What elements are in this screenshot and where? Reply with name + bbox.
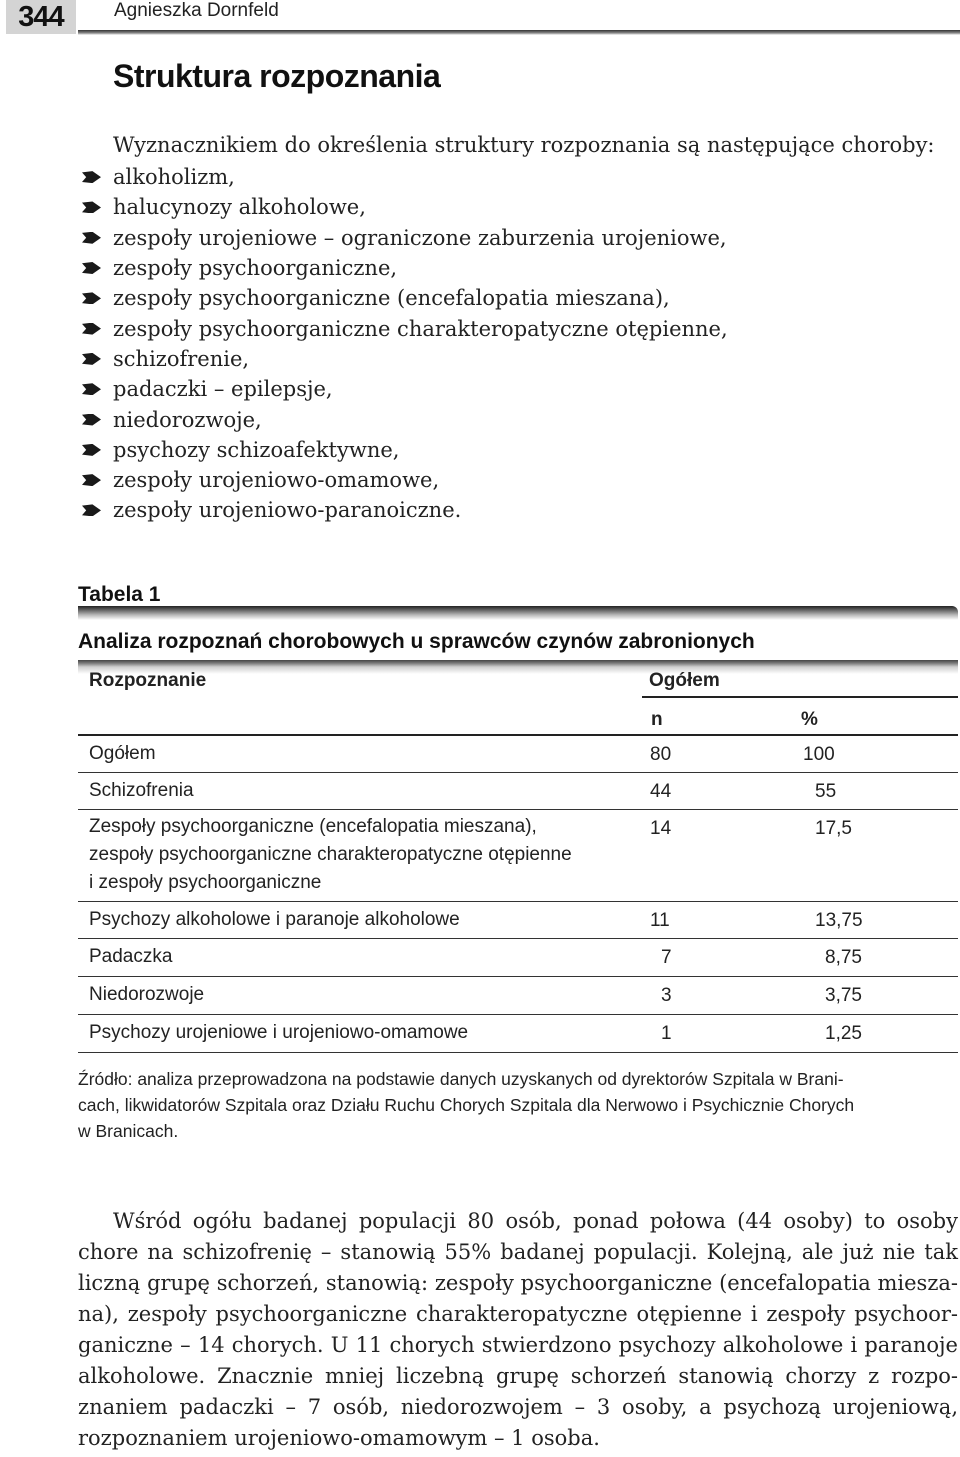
table-label-rule [78, 606, 958, 620]
diagnosis-table [78, 660, 958, 1053]
body-paragraph: Wśród ogółu badanej populacji 80 osób, ponad połowa (44 osoby) to osoby chore na schizofrenię – stanowią 55% badanej populacji. Kolejną, ale już nie tak liczną grupę schorzeń, stanowią: zespoły psychoorganiczne (encefalopatia miesza- na), zespoły psychoorganiczne charakteropatyczne otępienne i zespoły psychoor- ganiczne – 14 chorych. U 11 chorych stwierdzono psychozy alkoholowe i paranoje alkoholowe. Znacznie mniej liczebną grupę schorzeń stanowią chorzy z rozpo- znaniem padaczki – 7 osób, niedorozwojem – 3 osoby, a psychozą urojeniową, rozpoznaniem urojeniowo-omamowym – 1 osoba. [78, 1209, 958, 1450]
list-item: zespoły psychoorganiczne charakteropatyczne otępienne, [82, 313, 728, 343]
table-header-row [78, 660, 958, 698]
section-title: Struktura rozpoznania [113, 58, 441, 94]
cell-diagnosis: Niedorozwoje [89, 984, 205, 1005]
table-row [78, 902, 958, 939]
table-subheader-row [78, 698, 958, 736]
list-item: alkoholizm, [82, 162, 728, 192]
list-item: zespoły urojeniowe – ograniczone zaburzenia urojeniowe, [82, 223, 728, 253]
arrow-bullet-icon [82, 444, 101, 456]
arrow-bullet-icon [82, 383, 101, 395]
list-item: zespoły psychoorganiczne, [82, 253, 728, 283]
list-item: padaczki – epilepsje, [82, 374, 728, 404]
cell-diagnosis: Zespoły psychoorganiczne (encefalopatia mieszana), zespoły psychoorganiczne charakteropatyczne otępienne i zespoły psychoorganiczne [89, 816, 572, 893]
arrow-bullet-icon [82, 171, 101, 183]
cell-n: 44 [650, 781, 672, 802]
cell-percent: 17,5 [815, 818, 852, 839]
list-item: zespoły urojeniowo-paranoiczne. [82, 495, 728, 525]
cell-percent: 13,75 [815, 910, 863, 931]
running-header-author: Agnieszka Dornfeld [114, 0, 279, 21]
list-item: zespoły psychoorganiczne (encefalopatia mieszana), [82, 283, 728, 313]
page-number: 344 [6, 0, 76, 34]
intro-paragraph: Wyznacznikiem do określenia struktury rozpoznania są następujące choroby: [113, 133, 935, 157]
cell-n: 1 [661, 1023, 672, 1044]
arrow-bullet-icon [82, 414, 101, 426]
arrow-bullet-icon [82, 353, 101, 365]
cell-diagnosis: Padaczka [89, 946, 173, 967]
cell-n: 7 [661, 947, 672, 968]
arrow-bullet-icon [82, 474, 101, 486]
list-item: schizofrenie, [82, 344, 728, 374]
column-header-total: Ogółem [649, 670, 720, 691]
arrow-bullet-icon [82, 262, 101, 274]
table-title: Analiza rozpoznań chorobowych u sprawców czynów zabronionych [78, 630, 755, 653]
table-source-note: Źródło: analiza przeprowadzona na podstawie danych uzyskanych od dyrektorów Szpitala w Brani- cach, likwidatorów Szpitala oraz Działu Ruchu Chorych Szpitala dla Nerwowo i Psychicznie Chorych w Branicach. [78, 1069, 855, 1141]
cell-diagnosis: Ogółem [89, 743, 156, 764]
table-row [78, 810, 958, 902]
column-header-diagnosis: Rozpoznanie [89, 670, 207, 691]
table-row [78, 736, 958, 773]
cell-n: 80 [650, 744, 672, 765]
header-rule [78, 30, 960, 35]
cell-n: 3 [661, 985, 672, 1006]
arrow-bullet-icon [82, 201, 101, 213]
cell-percent: 3,75 [825, 985, 862, 1006]
list-item: psychozy schizoafektywne, [82, 435, 728, 465]
table-row [78, 1015, 958, 1053]
list-item: zespoły urojeniowo-omamowe, [82, 465, 728, 495]
table-row [78, 939, 958, 977]
cell-n: 11 [650, 910, 670, 931]
arrow-bullet-icon [82, 323, 101, 335]
cell-diagnosis: Psychozy urojeniowe i urojeniowo-omamowe [89, 1022, 469, 1043]
list-item: halucynozy alkoholowe, [82, 192, 728, 222]
cell-n: 14 [650, 818, 672, 839]
column-header-percent: % [801, 709, 818, 730]
diagnosis-bullet-list [82, 162, 728, 526]
table-row [78, 773, 958, 810]
arrow-bullet-icon [82, 504, 101, 516]
cell-percent: 1,25 [825, 1023, 862, 1044]
cell-percent: 55 [815, 781, 837, 802]
cell-percent: 100 [803, 744, 835, 765]
cell-percent: 8,75 [825, 947, 862, 968]
cell-diagnosis: Schizofrenia [89, 780, 194, 801]
arrow-bullet-icon [82, 232, 101, 244]
table-row [78, 977, 958, 1015]
column-header-n: n [651, 709, 663, 730]
cell-diagnosis: Psychozy alkoholowe i paranoje alkoholowe [89, 909, 460, 930]
list-item: niedorozwoje, [82, 404, 728, 434]
table-label: Tabela 1 [78, 583, 161, 606]
arrow-bullet-icon [82, 292, 101, 304]
